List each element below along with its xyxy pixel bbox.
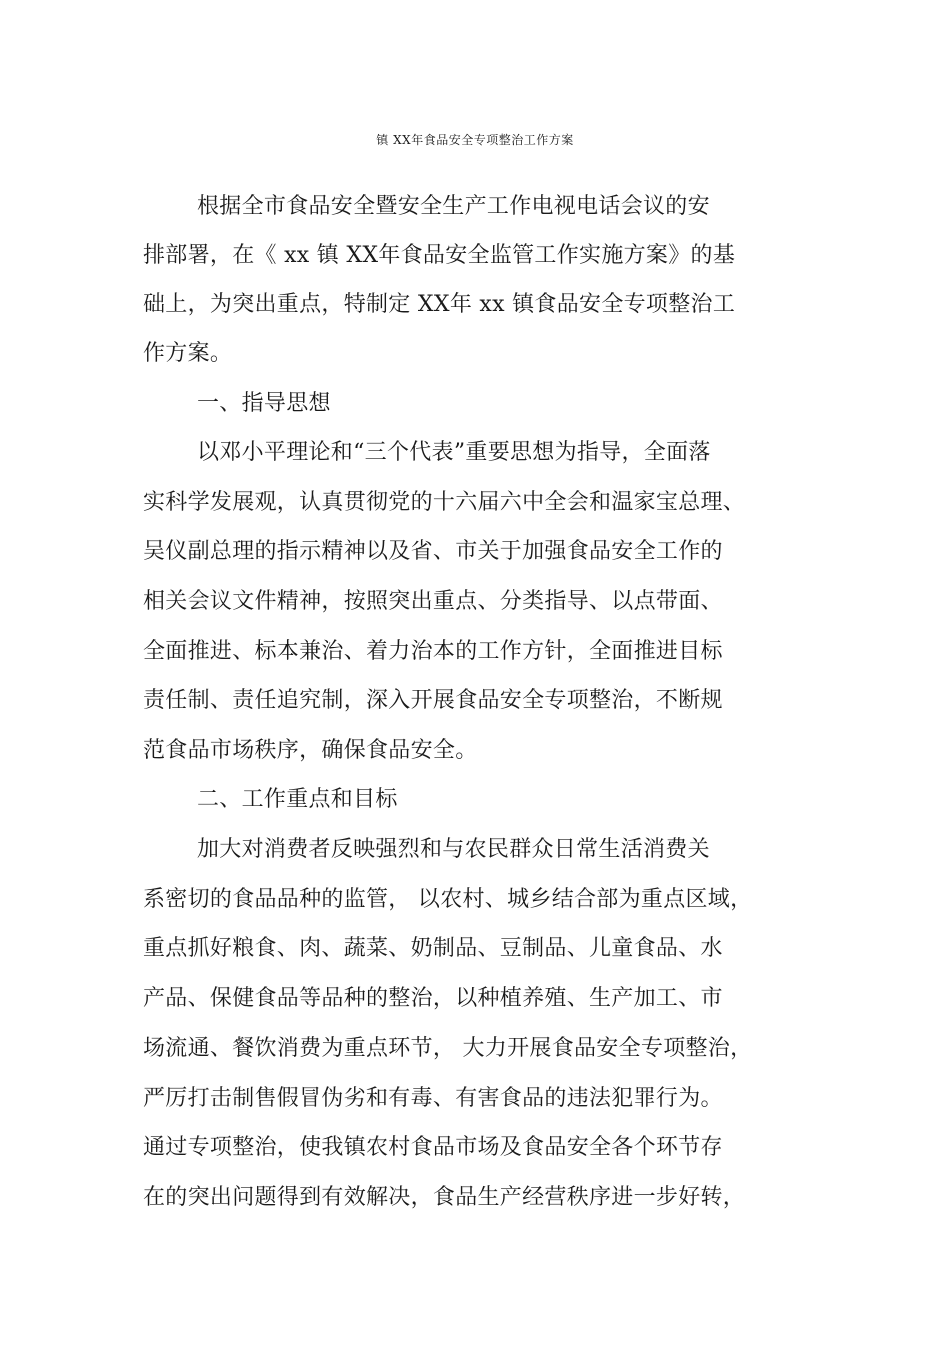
paragraph-line: 实科学发展观，认真贯彻党的十六届六中全会和温家宝总理、	[143, 490, 746, 515]
paragraph-line: 相关会议文件精神，按照突出重点、分类指导、以点带面、	[143, 589, 723, 614]
paragraph-line: 吴仪副总理的指示精神以及省、市关于加强食品安全工作的	[143, 539, 723, 564]
paragraph-line: 范食品市场秩序，确保食品安全。	[143, 738, 478, 763]
paragraph-line: 础上，为突出重点，特制定 XX年 xx 镇食品安全专项整治工	[143, 292, 736, 317]
section-heading: 一、指导思想	[197, 391, 331, 416]
paragraph-line: 产品、保健食品等品种的整治，以种植养殖、生产加工、市	[143, 986, 723, 1011]
paragraph-line: 系密切的食品品种的监管， 以农村、城乡结合部为重点区域，	[143, 887, 753, 912]
paragraph-line: 以邓小平理论和“三个代表”重要思想为指导，全面落	[197, 440, 711, 465]
paragraph-line: 加大对消费者反映强烈和与农民群众日常生活消费关	[197, 837, 710, 862]
section-heading: 二、工作重点和目标	[197, 787, 398, 812]
paragraph-line: 通过专项整治，使我镇农村食品市场及食品安全各个环节存	[143, 1135, 723, 1160]
paragraph-line: 在的突出问题得到有效解决，食品生产经营秩序进一步好转，	[143, 1185, 746, 1210]
paragraph-line: 责任制、责任追究制，深入开展食品安全专项整治，不断规	[143, 688, 723, 713]
paragraph-line: 排部署，在《 xx 镇 XX年食品安全监管工作实施方案》的基	[143, 243, 736, 268]
paragraph-line: 重点抓好粮食、肉、蔬菜、奶制品、豆制品、儿童食品、水	[143, 936, 723, 961]
paragraph-line: 严厉打击制售假冒伪劣和有毒、有害食品的违法犯罪行为。	[143, 1086, 723, 1111]
paragraph-line: 根据全市食品安全暨安全生产工作电视电话会议的安	[197, 194, 710, 219]
paragraph-line: 作方案。	[143, 341, 233, 366]
paragraph-line: 场流通、餐饮消费为重点环节， 大力开展食品安全专项整治，	[143, 1036, 753, 1061]
paragraph-line: 全面推进、标本兼治、着力治本的工作方针，全面推进目标	[143, 639, 723, 664]
document-title: 镇 XX年食品安全专项整治工作方案	[376, 133, 574, 147]
